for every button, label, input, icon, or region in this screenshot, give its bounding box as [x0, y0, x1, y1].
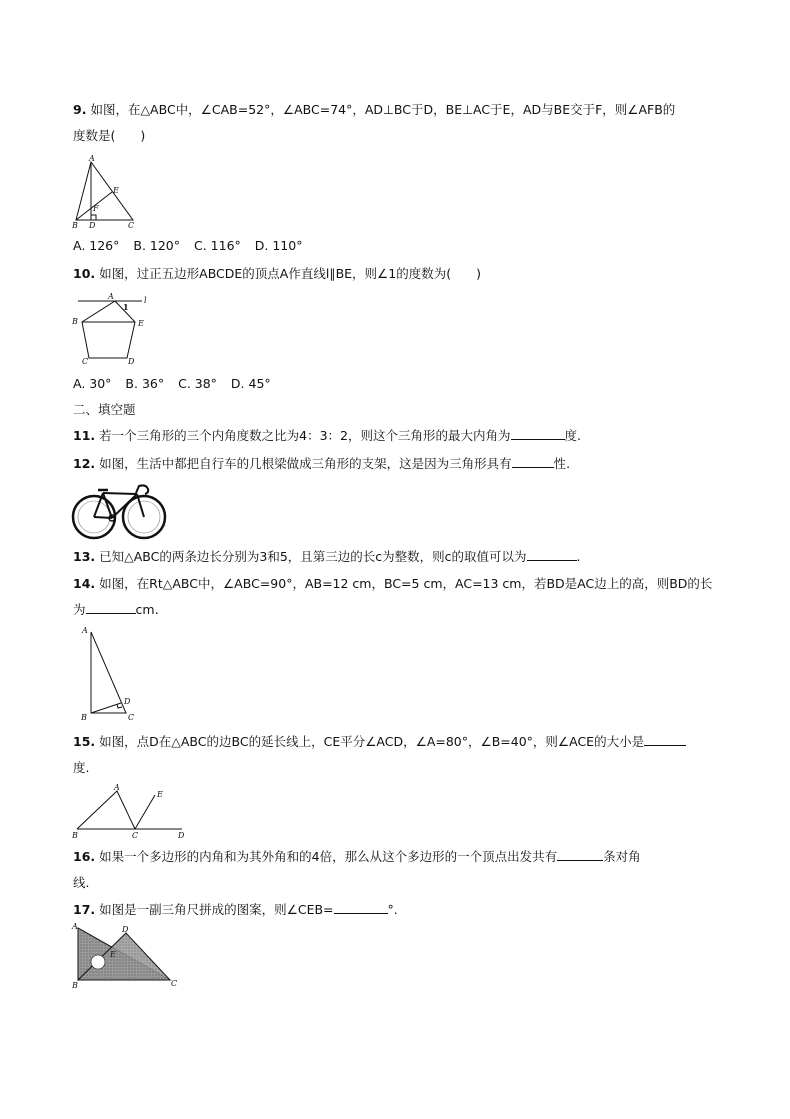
- q15-text: 如图，点D在△ABC的边BC的延长线上，CE平分∠ACD，∠A=80°，∠B=40°，则∠ACE的大小是: [99, 734, 645, 749]
- q10-option-b: B. 36°: [125, 376, 165, 391]
- q9-label-c: C: [128, 221, 135, 229]
- q13-line: [73, 549, 581, 565]
- q12-bicycle-image: [70, 479, 168, 541]
- q12-text: 如图，生活中都把自行车的几根梁做成三角形的支架，这是因为三角形具有: [99, 456, 512, 471]
- q14-label-b: B: [81, 713, 87, 722]
- q15-line2: 度.: [73, 760, 90, 775]
- q14-answer-blank[interactable]: [86, 602, 136, 614]
- q10-label-b: B: [72, 317, 78, 326]
- q17-suffix: °.: [387, 902, 398, 917]
- q12-number: 12.: [73, 456, 96, 471]
- q10-number: 10.: [73, 266, 96, 281]
- q9-line2: 度数是( ): [73, 128, 146, 143]
- q9-label-d: D: [89, 221, 96, 229]
- q10-options: [73, 376, 281, 392]
- q10-label-e: E: [138, 319, 144, 328]
- q17-text: 如图是一副三角尺拼成的图案，则∠CEB=: [99, 902, 334, 917]
- q9-option-c: C. 116°: [194, 238, 241, 253]
- q9-label-b: B: [72, 221, 78, 229]
- q12-answer-blank[interactable]: [512, 456, 554, 468]
- q16-answer-blank[interactable]: [557, 849, 603, 861]
- q15-ray-ce: [135, 795, 155, 829]
- q10-label-one: 1: [123, 302, 129, 312]
- q12-line: [73, 456, 570, 472]
- q14-line1: [73, 576, 712, 592]
- q11-suffix: 度.: [564, 428, 581, 443]
- q10-option-d: D. 45°: [230, 376, 271, 391]
- q14-label-d: D: [124, 697, 131, 706]
- q10-label-c: C: [82, 357, 89, 366]
- q17-label-d: D: [122, 925, 129, 934]
- q10-line1: [73, 266, 481, 282]
- q14-label-c: C: [128, 713, 135, 722]
- q15-label-c: C: [132, 831, 139, 840]
- q9-label-a: A: [89, 154, 95, 163]
- q15-answer-blank[interactable]: [644, 734, 686, 746]
- q17-number: 17.: [73, 902, 96, 917]
- q16-text: 如果一个多边形的内角和为其外角和的4倍，那么从这个多边形的一个顶点出发共有: [99, 849, 558, 864]
- q15-label-d: D: [178, 831, 185, 840]
- q17-label-e: E: [110, 950, 116, 959]
- q9-number: 9.: [73, 102, 87, 117]
- q9-option-b: B. 120°: [133, 238, 181, 253]
- q11-text: 若一个三角形的三个内角度数之比为4：3：2，则这个三角形的最大内角为: [99, 428, 511, 443]
- section-fill-in-heading: 二、填空题: [73, 402, 136, 417]
- q15-figure: [70, 780, 195, 842]
- q10-figure: [68, 290, 158, 366]
- q14-line2: [73, 602, 159, 618]
- q10-text: 如图，过正五边形ABCDE的顶点A作直线l∥BE，则∠1的度数为( ): [99, 266, 481, 281]
- q9-text: 如图，在△ABC中，∠CAB=52°，∠ABC=74°，AD⊥BC于D，BE⊥AC于E，AD与BE交于F，则∠AFB的: [90, 102, 676, 117]
- q9-label-f: F: [93, 204, 99, 213]
- q11-line: [73, 428, 581, 444]
- q9-options: [73, 238, 312, 254]
- q13-text: 已知△ABC的两条边长分别为3和5，且第三边的长c为整数，则c的取值可以为: [99, 549, 527, 564]
- q13-answer-blank[interactable]: [527, 549, 577, 561]
- q17-line: [73, 902, 398, 918]
- q14-text: 如图，在Rt△ABC中，∠ABC=90°，AB=12 cm，BC=5 cm，AC=13 cm，若BD是AC边上的高，则BD的长: [99, 576, 713, 591]
- q13-suffix: .: [576, 549, 581, 564]
- q16-line1: [73, 849, 641, 865]
- q14-suffix: cm.: [135, 602, 159, 617]
- q17-set-square-hole: [91, 955, 105, 969]
- q9-line1: [73, 102, 675, 118]
- q10-label-d: D: [128, 357, 135, 366]
- q14-triangle: [91, 632, 126, 713]
- q15-triangle-sides: [77, 791, 135, 829]
- q14-altitude-bd: [91, 703, 121, 713]
- q13-number: 13.: [73, 549, 96, 564]
- q9-triangle: [76, 162, 133, 220]
- q9-option-a: A. 126°: [73, 238, 120, 253]
- q17-label-a: A: [72, 922, 78, 931]
- q14-label-a: A: [82, 626, 88, 635]
- q11-number: 11.: [73, 428, 96, 443]
- q15-label-e: E: [157, 790, 163, 799]
- q17-label-b: B: [72, 981, 78, 990]
- q16-number: 16.: [73, 849, 96, 864]
- q9-label-e: E: [113, 186, 119, 195]
- q14-number: 14.: [73, 576, 96, 591]
- q9-right-angle: [91, 215, 96, 220]
- q15-number: 15.: [73, 734, 96, 749]
- q10-label-a: A: [108, 292, 114, 301]
- q17-figure: [68, 920, 183, 990]
- q14-figure: [76, 624, 146, 724]
- q15-line1: [73, 734, 686, 750]
- bicycle-handlebar: [136, 485, 148, 494]
- q15-label-b: B: [72, 831, 78, 840]
- q16-line2: 线.: [73, 875, 90, 890]
- q10-option-a: A. 30°: [73, 376, 112, 391]
- q12-suffix: 性.: [553, 456, 571, 471]
- q17-answer-blank[interactable]: [334, 902, 388, 914]
- q10-option-c: C. 38°: [178, 376, 217, 391]
- q10-label-l: l: [144, 296, 147, 305]
- q16-suffix: 条对角: [603, 849, 641, 864]
- q9-figure: [70, 153, 140, 229]
- q9-option-d: D. 110°: [254, 238, 303, 253]
- q15-label-a: A: [114, 783, 120, 792]
- q11-answer-blank[interactable]: [511, 428, 565, 440]
- q14-prefix: 为: [73, 602, 86, 617]
- q17-label-c: C: [171, 979, 178, 988]
